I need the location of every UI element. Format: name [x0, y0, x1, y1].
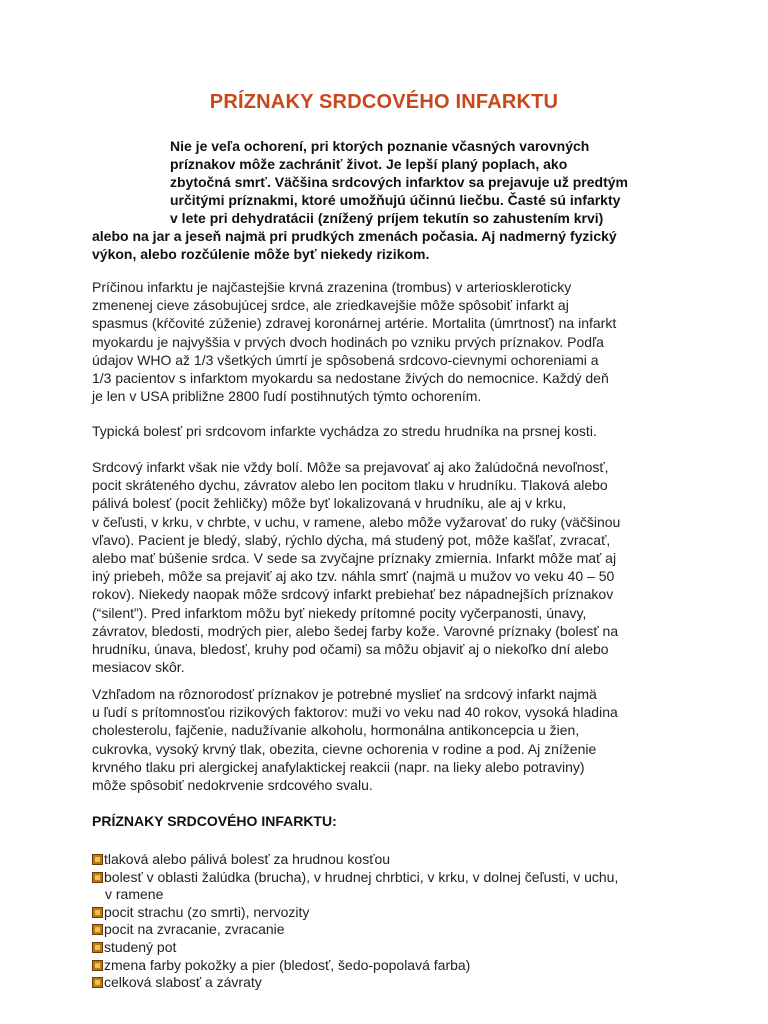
text-line: alebo mať búšenie srdca. V sede sa zvyčajne príznaky zmiernia. Infarkt môže mať aj — [92, 550, 617, 567]
list-item-text: zmena farby pokožky a pier (bledosť, šedo-popolavá farba) — [104, 956, 471, 973]
symptoms-list — [92, 851, 692, 992]
list-item-text: pocit strachu (zo smrti), nervozity — [104, 903, 310, 920]
list-item-continuation: v ramene — [105, 886, 164, 903]
text-line: v čeľusti, v krku, v chrbte, v uchu, v ramene, alebo môže vyžarovať do ruky (väčšinou — [92, 513, 621, 530]
intro-paragraph — [92, 137, 682, 263]
text-line: vľavo). Pacient je bledý, slabý, rýchlo dýcha, má studený pot, môže kašľať, zvracať, — [92, 531, 611, 548]
square-bullet-icon — [92, 907, 103, 918]
text-line: 1/3 pacientov s infarktom myokardu sa nedostane živých do nemocnice. Každý deň — [92, 370, 609, 387]
text-line: Vzhľadom na rôznorodosť príznakov je potrebné myslieť na srdcový infarkt najmä — [92, 686, 597, 702]
square-bullet-icon — [92, 977, 103, 988]
text-line: Typická bolesť pri srdcovom infarkte vychádza zo stredu hrudníka na prsnej kosti. — [92, 423, 597, 439]
text-line: u ľudí s prítomnosťou rizikových faktorov: muži vo veku nad 40 rokov, vysoká hladina — [92, 704, 618, 721]
paragraph-risk-factors — [92, 685, 692, 794]
square-bullet-icon — [92, 872, 103, 883]
text-line: pálivá bolesť (pocit žehličky) môže byť lokalizovaná v hrudníku, ale aj v krku, — [92, 495, 567, 512]
text-line: pocit skráteného dychu, závratov alebo len pocitom tlaku v hrudníku. Tlaková alebo — [92, 477, 608, 494]
text-line: myokardu je najvyššia v prvých dvoch hodinách po vzniku prvých príznakov. Podľa — [92, 333, 604, 350]
list-item-text: tlaková alebo pálivá bolesť za hrudnou kosťou — [104, 851, 391, 867]
text-line: môže spôsobiť nedokrvenie srdcového svalu. — [92, 777, 373, 794]
intro-line: určitými príznakmi, ktoré umožňujú účinnú liečbu. Časté sú infarkty — [170, 192, 621, 208]
list-item — [92, 957, 692, 975]
paragraph-causes — [92, 278, 692, 405]
text-line: cholesterolu, fajčenie, nadužívanie alkoholu, hormonálna antikoncepcia u žien, — [92, 722, 580, 739]
list-item-text: pocit na zvracanie, zvracanie — [104, 921, 285, 938]
paragraph-symptoms-description — [92, 458, 692, 676]
list-item — [92, 904, 692, 922]
text-line: cukrovka, vysoký krvný tlak, obezita, cievne ochorenia v rodine a pod. Aj zníženie — [92, 740, 597, 757]
text-line: krvného tlaku pri alergickej anafylaktickej reakcii (napr. na lieky alebo potraviny) — [92, 758, 585, 775]
square-bullet-icon — [92, 942, 103, 953]
page-title: PRÍZNAKY SRDCOVÉHO INFARKTU — [209, 91, 559, 113]
intro-line: v lete pri dehydratácii (znížený príjem tekutín so zahustením krvi) — [170, 210, 604, 226]
text-line: Príčinou infarktu je najčastejšie krvná zrazenina (trombus) v arterioskleroticky — [92, 279, 572, 295]
intro-line: alebo na jar a jeseň najmä pri prudkých zmenách počasia. Aj nadmerný fyzický — [92, 228, 617, 244]
list-item — [92, 974, 692, 992]
text-line: hrudníku, únava, bledosť, kruhy pod očami) sa môžu objaviť aj o niekoľko dní alebo — [92, 641, 609, 658]
text-line: údajov WHO až 1/3 všetkých úmrtí je spôsobená srdcovo-cievnymi ochoreniami a — [92, 351, 599, 368]
intro-line: príznakov môže zachrániť život. Je lepší planý poplach, ako — [170, 156, 568, 172]
text-line: je len v USA približne 2800 ľudí postihnutých týmto ochorením. — [92, 388, 482, 405]
text-line: iný priebeh, môže sa prejaviť aj ako tzv. náhla smrť (najmä u mužov vo veku 40 – 50 — [92, 568, 615, 585]
text-line: mesiacov skôr. — [92, 659, 185, 676]
list-item — [92, 921, 692, 939]
text-line: (“silent”). Pred infarktom môžu byť niekedy prítomné pocity vyčerpanosti, únavy, — [92, 604, 587, 621]
text-line: zmenenej cieve zásobujúcej srdce, ale zriedkavejšie môže spôsobiť infarkt aj — [92, 297, 569, 314]
intro-line: výkon, alebo rozčúlenie môže byť niekedy rizikom. — [92, 246, 430, 262]
text-line: spasmus (kŕčovité zúženie) zdravej koronárnej artérie. Mortalita (úmrtnosť) na infarkt — [92, 315, 617, 332]
text-line: Srdcový infarkt však nie vždy bolí. Môže sa prejavovať aj ako žalúdočná nevoľnosť, — [92, 459, 609, 475]
square-bullet-icon — [92, 960, 103, 971]
list-item-text: studený pot — [104, 938, 177, 955]
list-item — [92, 869, 692, 904]
intro-line: Nie je veľa ochorení, pri ktorých poznanie včasných varovných — [170, 138, 590, 154]
square-bullet-icon — [92, 854, 103, 865]
symptoms-heading: PRÍZNAKY SRDCOVÉHO INFARKTU: — [92, 813, 337, 829]
text-line: závratov, bledosti, modrých pier, alebo šedej farby kože. Varovné príznaky (bolesť na — [92, 622, 619, 639]
square-bullet-icon — [92, 924, 103, 935]
list-item-text: celková slabosť a závraty — [104, 974, 262, 991]
list-item-text: bolesť v oblasti žalúdka (brucha), v hrudnej chrbtici, v krku, v dolnej čeľusti, v uchu, — [104, 868, 619, 885]
list-item — [92, 939, 692, 957]
paragraph-typical-pain — [92, 422, 692, 440]
intro-line: zbytočná smrť. Väčšina srdcových infarktov sa prejavuje už predtým — [170, 174, 628, 190]
text-line: rokov). Niekedy naopak môže srdcový infarkt prebiehať bez nápadnejších príznakov — [92, 586, 614, 603]
list-item — [92, 851, 692, 869]
